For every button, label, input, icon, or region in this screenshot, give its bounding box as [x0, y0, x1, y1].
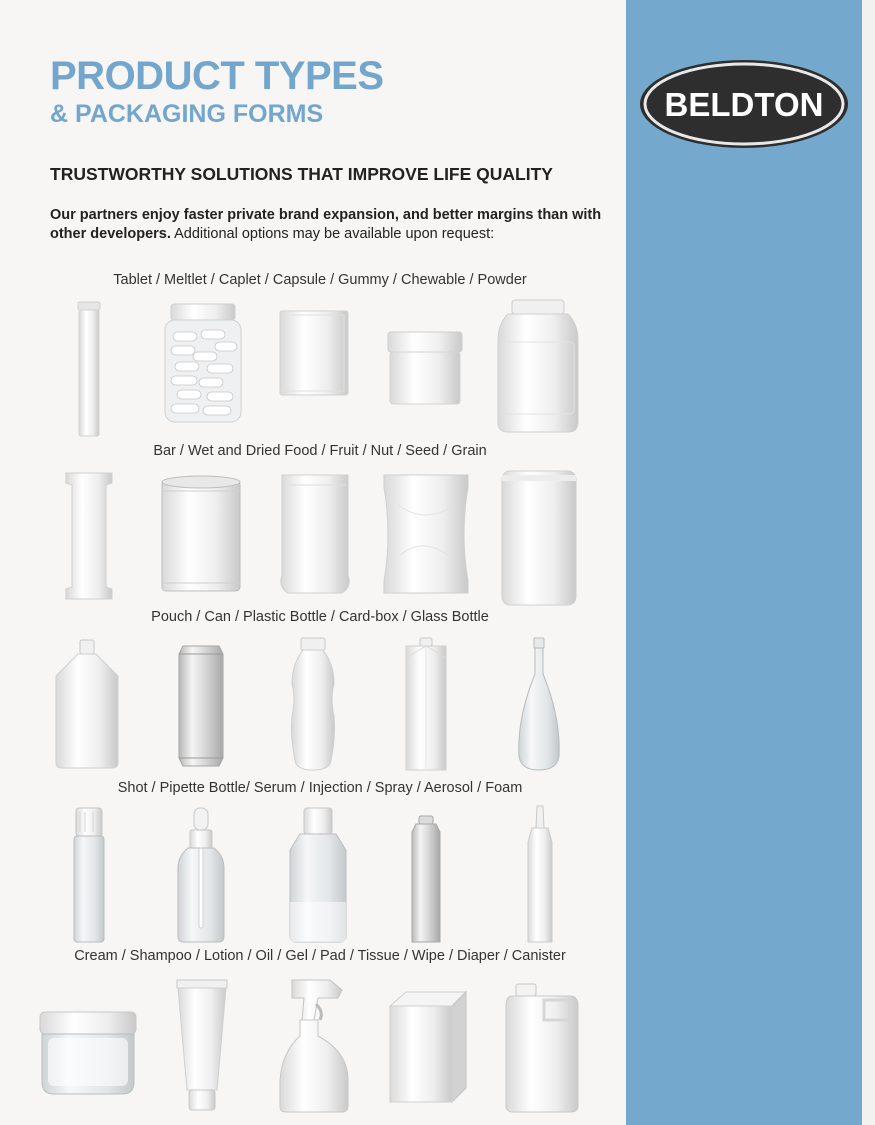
product-row-personal-care — [30, 972, 595, 1118]
food-can-icon — [162, 475, 240, 597]
category-label-liquids: Shot / Pipette Bottle/ Serum / Injection / Spray / Aerosol / Foam — [117, 780, 523, 796]
spout-pouch-icon — [54, 640, 120, 768]
beverage-can-icon — [177, 646, 225, 766]
bar-wrapper-icon — [66, 473, 112, 599]
tagline: TRUSTWORTHY SOLUTIONS THAT IMPROVE LIFE QUALITY — [50, 164, 553, 184]
foam-bottle-icon — [526, 806, 554, 942]
sachet-icon — [279, 310, 349, 396]
product-row-foods — [30, 463, 595, 611]
intro-bold: Our partners enjoy faster private brand expansion, and better margins than with other developers. — [50, 207, 602, 242]
mouthwash-bottle-icon — [286, 808, 350, 942]
page-subtitle: & PACKAGING FORMS — [50, 100, 324, 128]
dropper-bottle-icon — [178, 808, 224, 942]
intro-rest: Additional options may be available upon request: — [170, 226, 495, 242]
page-title: PRODUCT TYPES — [50, 54, 384, 98]
squeeze-tube-icon — [177, 980, 227, 1110]
plastic-bottle-icon — [288, 638, 338, 770]
powder-tub-icon — [498, 300, 578, 432]
category-label-tablets: Tablet / Meltlet / Caplet / Capsule / Gummy / Chewable / Powder — [113, 272, 527, 288]
category-label-personal-care: Cream / Shampoo / Lotion / Oil / Gel / Pad / Tissue / Wipe / Diaper / Canister — [74, 948, 566, 964]
trigger-spray-icon — [278, 976, 354, 1112]
product-row-containers — [30, 630, 595, 778]
category-label-foods: Bar / Wet and Dried Food / Fruit / Nut / Seed / Grain — [153, 443, 487, 459]
vial-icon — [72, 808, 106, 942]
glass-bottle-icon — [517, 638, 561, 770]
effervescent-tube-icon — [75, 302, 103, 436]
carton-icon — [404, 638, 448, 770]
stand-up-pouch-icon — [278, 475, 352, 593]
logo-text: BELDTON — [664, 86, 824, 123]
intro-paragraph — [50, 206, 610, 244]
brand-sidebar — [626, 0, 862, 1125]
rounded-tub-icon — [502, 471, 576, 605]
aerosol-can-icon — [410, 816, 442, 942]
box-icon — [390, 992, 466, 1102]
page-edge — [862, 0, 875, 1125]
jerrycan-icon — [506, 984, 578, 1112]
product-row-liquids — [30, 800, 595, 948]
product-row-tablets — [30, 292, 595, 440]
beldton-logo — [638, 58, 850, 150]
snack-bag-icon — [384, 475, 468, 593]
cream-jar-icon — [40, 1012, 136, 1094]
capsule-jar-icon — [163, 304, 243, 422]
category-label-containers: Pouch / Can / Plastic Bottle / Card-box / Glass Bottle — [151, 609, 489, 625]
low-jar-icon — [386, 332, 464, 404]
